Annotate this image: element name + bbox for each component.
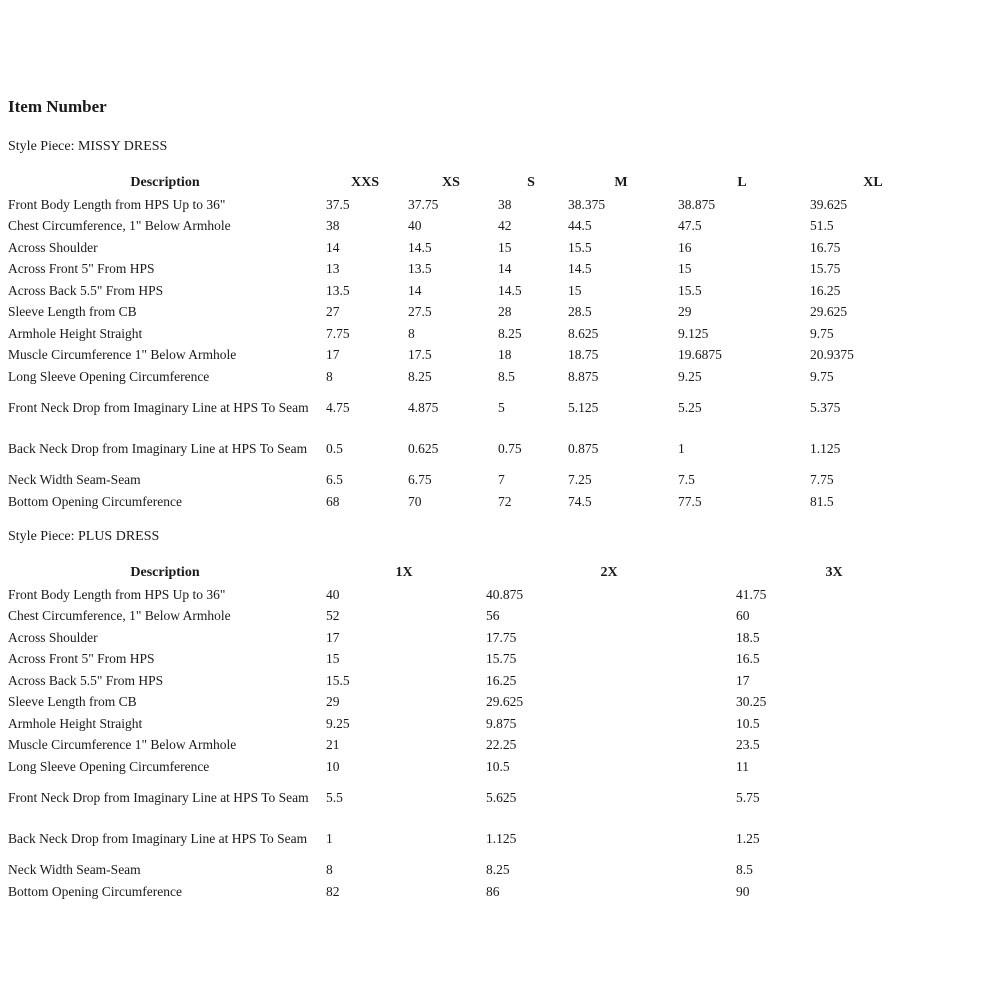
measurement-value: 44.5 — [568, 218, 592, 234]
measurement-value: 15 — [678, 261, 692, 277]
missy-header-row — [6, 172, 938, 194]
measurement-value: 41.75 — [736, 586, 767, 602]
measurement-description: Muscle Circumference 1" Below Armhole — [8, 737, 237, 753]
measurement-row — [6, 860, 934, 882]
measurement-row — [6, 302, 938, 324]
measurement-value: 70 — [408, 493, 422, 509]
measurement-row — [6, 323, 938, 345]
measurement-value: 13.5 — [408, 261, 432, 277]
measurement-value: 28.5 — [568, 304, 592, 320]
measurement-description: Armhole Height Straight — [8, 325, 143, 341]
missy-size-table — [6, 172, 938, 513]
measurement-value: 0.625 — [408, 441, 439, 456]
measurement-value: 40.875 — [486, 586, 524, 602]
measurement-value: 13.5 — [326, 282, 350, 298]
measurement-description: Sleeve Length from CB — [8, 694, 137, 710]
measurement-row — [6, 216, 938, 238]
measurement-value: 1.125 — [486, 831, 517, 846]
measurement-row — [6, 756, 934, 778]
measurement-value: 14.5 — [568, 261, 592, 277]
measurement-value: 29.625 — [810, 304, 848, 320]
measurement-value: 18.5 — [736, 629, 760, 645]
measurement-value: 8.25 — [486, 862, 510, 878]
missy-style-label: Style Piece: MISSY DRESS — [8, 139, 168, 154]
measurement-value: 82 — [326, 883, 340, 899]
measurement-row — [6, 388, 938, 429]
measurement-row — [6, 259, 938, 281]
measurement-description: Armhole Height Straight — [8, 715, 143, 731]
measurement-description: Long Sleeve Opening Circumference — [8, 758, 210, 774]
measurement-row — [6, 470, 938, 492]
measurement-value: 16.75 — [810, 239, 841, 255]
measurement-value: 90 — [736, 883, 750, 899]
measurement-value: 51.5 — [810, 218, 834, 234]
description-header: Description — [130, 175, 200, 190]
measurement-value: 5.25 — [678, 400, 702, 415]
measurement-value: 23.5 — [736, 737, 760, 753]
measurement-value: 27 — [326, 304, 340, 320]
measurement-value: 10 — [326, 758, 340, 774]
measurement-value: 7 — [498, 472, 505, 488]
plus-size-table — [6, 562, 934, 903]
measurement-description: Front Neck Drop from Imaginary Line at HPS To Seam — [8, 400, 309, 415]
measurement-value: 13 — [326, 261, 340, 277]
measurement-value: 7.75 — [326, 325, 350, 341]
item-number-heading: Item Number — [8, 97, 107, 116]
measurement-value: 1 — [326, 831, 333, 846]
measurement-row — [6, 237, 938, 259]
measurement-value: 5.75 — [736, 790, 760, 805]
measurement-value: 8.625 — [568, 325, 599, 341]
measurement-description: Across Back 5.5" From HPS — [8, 672, 164, 688]
measurement-value: 5.625 — [486, 790, 517, 805]
measurement-value: 8.25 — [408, 368, 432, 384]
size-header: S — [527, 175, 535, 190]
plus-header-row — [6, 562, 934, 584]
measurement-value: 29 — [326, 694, 340, 710]
measurement-description: Chest Circumference, 1" Below Armhole — [8, 608, 231, 624]
size-header: XS — [442, 175, 460, 190]
measurement-value: 18 — [498, 347, 512, 363]
measurement-value: 0.5 — [326, 441, 343, 456]
measurement-value: 7.5 — [678, 472, 695, 488]
measurement-value: 9.25 — [678, 368, 702, 384]
measurement-row — [6, 584, 934, 606]
measurement-value: 15.5 — [678, 282, 702, 298]
measurement-value: 5.5 — [326, 790, 343, 805]
measurement-value: 8.25 — [498, 325, 522, 341]
measurement-value: 8.875 — [568, 368, 599, 384]
measurement-value: 1.125 — [810, 441, 841, 456]
measurement-value: 15 — [568, 282, 582, 298]
measurement-value: 4.875 — [408, 400, 439, 415]
measurement-value: 0.75 — [498, 441, 522, 456]
measurement-value: 15 — [326, 651, 340, 667]
measurement-value: 7.25 — [568, 472, 592, 488]
measurement-description: Back Neck Drop from Imaginary Line at HPS To Seam — [8, 831, 308, 846]
measurement-value: 11 — [736, 758, 749, 774]
measurement-value: 22.25 — [486, 737, 517, 753]
measurement-value: 0.875 — [568, 441, 599, 456]
size-header: XXS — [350, 175, 379, 190]
measurement-value: 30.25 — [736, 694, 767, 710]
measurement-value: 5 — [498, 400, 505, 415]
measurement-value: 17 — [326, 347, 340, 363]
measurement-value: 17.75 — [486, 629, 517, 645]
size-header: XL — [863, 175, 883, 190]
measurement-value: 1.25 — [736, 831, 760, 846]
measurement-row — [6, 819, 934, 860]
measurement-description: Bottom Opening Circumference — [8, 493, 182, 509]
measurement-value: 21 — [326, 737, 340, 753]
measurement-row — [6, 670, 934, 692]
measurement-row — [6, 606, 934, 628]
size-header: 1X — [395, 565, 413, 580]
measurement-value: 17 — [736, 672, 750, 688]
measurement-row — [6, 366, 938, 388]
measurement-value: 6.5 — [326, 472, 343, 488]
measurement-row — [6, 649, 934, 671]
measurement-value: 8 — [326, 368, 333, 384]
measurement-value: 8.5 — [498, 368, 515, 384]
measurement-value: 14 — [408, 282, 422, 298]
measurement-value: 14.5 — [408, 239, 432, 255]
measurement-value: 38 — [326, 218, 340, 234]
description-header: Description — [130, 565, 200, 580]
measurement-row — [6, 778, 934, 819]
size-header: L — [737, 175, 747, 190]
measurement-value: 9.75 — [810, 368, 834, 384]
measurement-value: 38.875 — [678, 196, 716, 212]
measurement-value: 56 — [486, 608, 500, 624]
measurement-value: 40 — [408, 218, 422, 234]
measurement-row — [6, 345, 938, 367]
measurement-value: 60 — [736, 608, 750, 624]
measurement-value: 9.75 — [810, 325, 834, 341]
measurement-value: 17.5 — [408, 347, 432, 363]
measurement-description: Bottom Opening Circumference — [8, 883, 182, 899]
measurement-row — [6, 194, 938, 216]
measurement-value: 8 — [326, 862, 333, 878]
measurement-value: 14 — [498, 261, 512, 277]
measurement-row — [6, 627, 934, 649]
measurement-value: 18.75 — [568, 347, 599, 363]
measurement-value: 9.125 — [678, 325, 709, 341]
measurement-value: 14.5 — [498, 282, 522, 298]
measurement-value: 9.875 — [486, 715, 517, 731]
measurement-value: 20.9375 — [810, 347, 854, 363]
measurement-value: 10.5 — [486, 758, 510, 774]
measurement-value: 5.125 — [568, 400, 599, 415]
measurement-description: Back Neck Drop from Imaginary Line at HPS To Seam — [8, 441, 308, 456]
measurement-value: 77.5 — [678, 493, 702, 509]
measurement-description: Front Body Length from HPS Up to 36" — [8, 196, 226, 212]
measurement-value: 72 — [498, 493, 512, 509]
measurement-value: 16.25 — [486, 672, 517, 688]
measurement-description: Across Shoulder — [8, 629, 98, 645]
measurement-description: Front Neck Drop from Imaginary Line at HPS To Seam — [8, 790, 309, 805]
size-header: 3X — [825, 565, 843, 580]
measurement-row — [6, 280, 938, 302]
measurement-value: 8 — [408, 325, 415, 341]
measurement-description: Front Body Length from HPS Up to 36" — [8, 586, 226, 602]
plus-style-label: Style Piece: PLUS DRESS — [8, 529, 160, 544]
measurement-row — [6, 881, 934, 903]
measurement-value: 47.5 — [678, 218, 702, 234]
measurement-description: Neck Width Seam-Seam — [8, 862, 141, 878]
measurement-value: 28 — [498, 304, 512, 320]
measurement-description: Across Shoulder — [8, 239, 98, 255]
measurement-description: Muscle Circumference 1" Below Armhole — [8, 347, 237, 363]
measurement-value: 15.75 — [486, 651, 517, 667]
measurement-description: Across Back 5.5" From HPS — [8, 282, 164, 298]
size-header: 2X — [600, 565, 618, 580]
measurement-value: 38 — [498, 196, 512, 212]
measurement-value: 15.5 — [326, 672, 350, 688]
measurement-row — [6, 429, 938, 470]
measurement-value: 37.5 — [326, 196, 350, 212]
measurement-value: 16 — [678, 239, 692, 255]
measurement-value: 39.625 — [810, 196, 848, 212]
measurement-value: 86 — [486, 883, 500, 899]
measurement-value: 15 — [498, 239, 512, 255]
measurement-value: 52 — [326, 608, 340, 624]
measurement-description: Chest Circumference, 1" Below Armhole — [8, 218, 231, 234]
measurement-value: 29.625 — [486, 694, 524, 710]
measurement-value: 29 — [678, 304, 692, 320]
measurement-value: 15.75 — [810, 261, 841, 277]
measurement-description: Long Sleeve Opening Circumference — [8, 368, 210, 384]
measurement-row — [6, 713, 934, 735]
measurement-value: 40 — [326, 586, 340, 602]
measurement-row — [6, 692, 934, 714]
size-header: M — [614, 175, 628, 190]
measurement-value: 10.5 — [736, 715, 760, 731]
measurement-value: 68 — [326, 493, 340, 509]
measurement-description: Across Front 5" From HPS — [8, 651, 155, 667]
measurement-value: 81.5 — [810, 493, 834, 509]
measurement-value: 16.5 — [736, 651, 760, 667]
measurement-row — [6, 735, 934, 757]
measurement-value: 1 — [678, 441, 685, 456]
measurement-value: 4.75 — [326, 400, 350, 415]
measurement-value: 38.375 — [568, 196, 606, 212]
measurement-description: Sleeve Length from CB — [8, 304, 137, 320]
measurement-value: 8.5 — [736, 862, 753, 878]
measurement-value: 37.75 — [408, 196, 439, 212]
measurement-description: Neck Width Seam-Seam — [8, 472, 141, 488]
measurement-description: Across Front 5" From HPS — [8, 261, 155, 277]
measurement-value: 7.75 — [810, 472, 834, 488]
measurement-row — [6, 491, 938, 513]
measurement-value: 9.25 — [326, 715, 350, 731]
measurement-value: 42 — [498, 218, 512, 234]
measurement-value: 6.75 — [408, 472, 432, 488]
measurement-value: 19.6875 — [678, 347, 722, 363]
measurement-value: 74.5 — [568, 493, 592, 509]
measurement-value: 16.25 — [810, 282, 841, 298]
measurement-value: 15.5 — [568, 239, 592, 255]
measurement-value: 14 — [326, 239, 340, 255]
measurement-value: 27.5 — [408, 304, 432, 320]
measurement-value: 17 — [326, 629, 340, 645]
measurement-value: 5.375 — [810, 400, 841, 415]
